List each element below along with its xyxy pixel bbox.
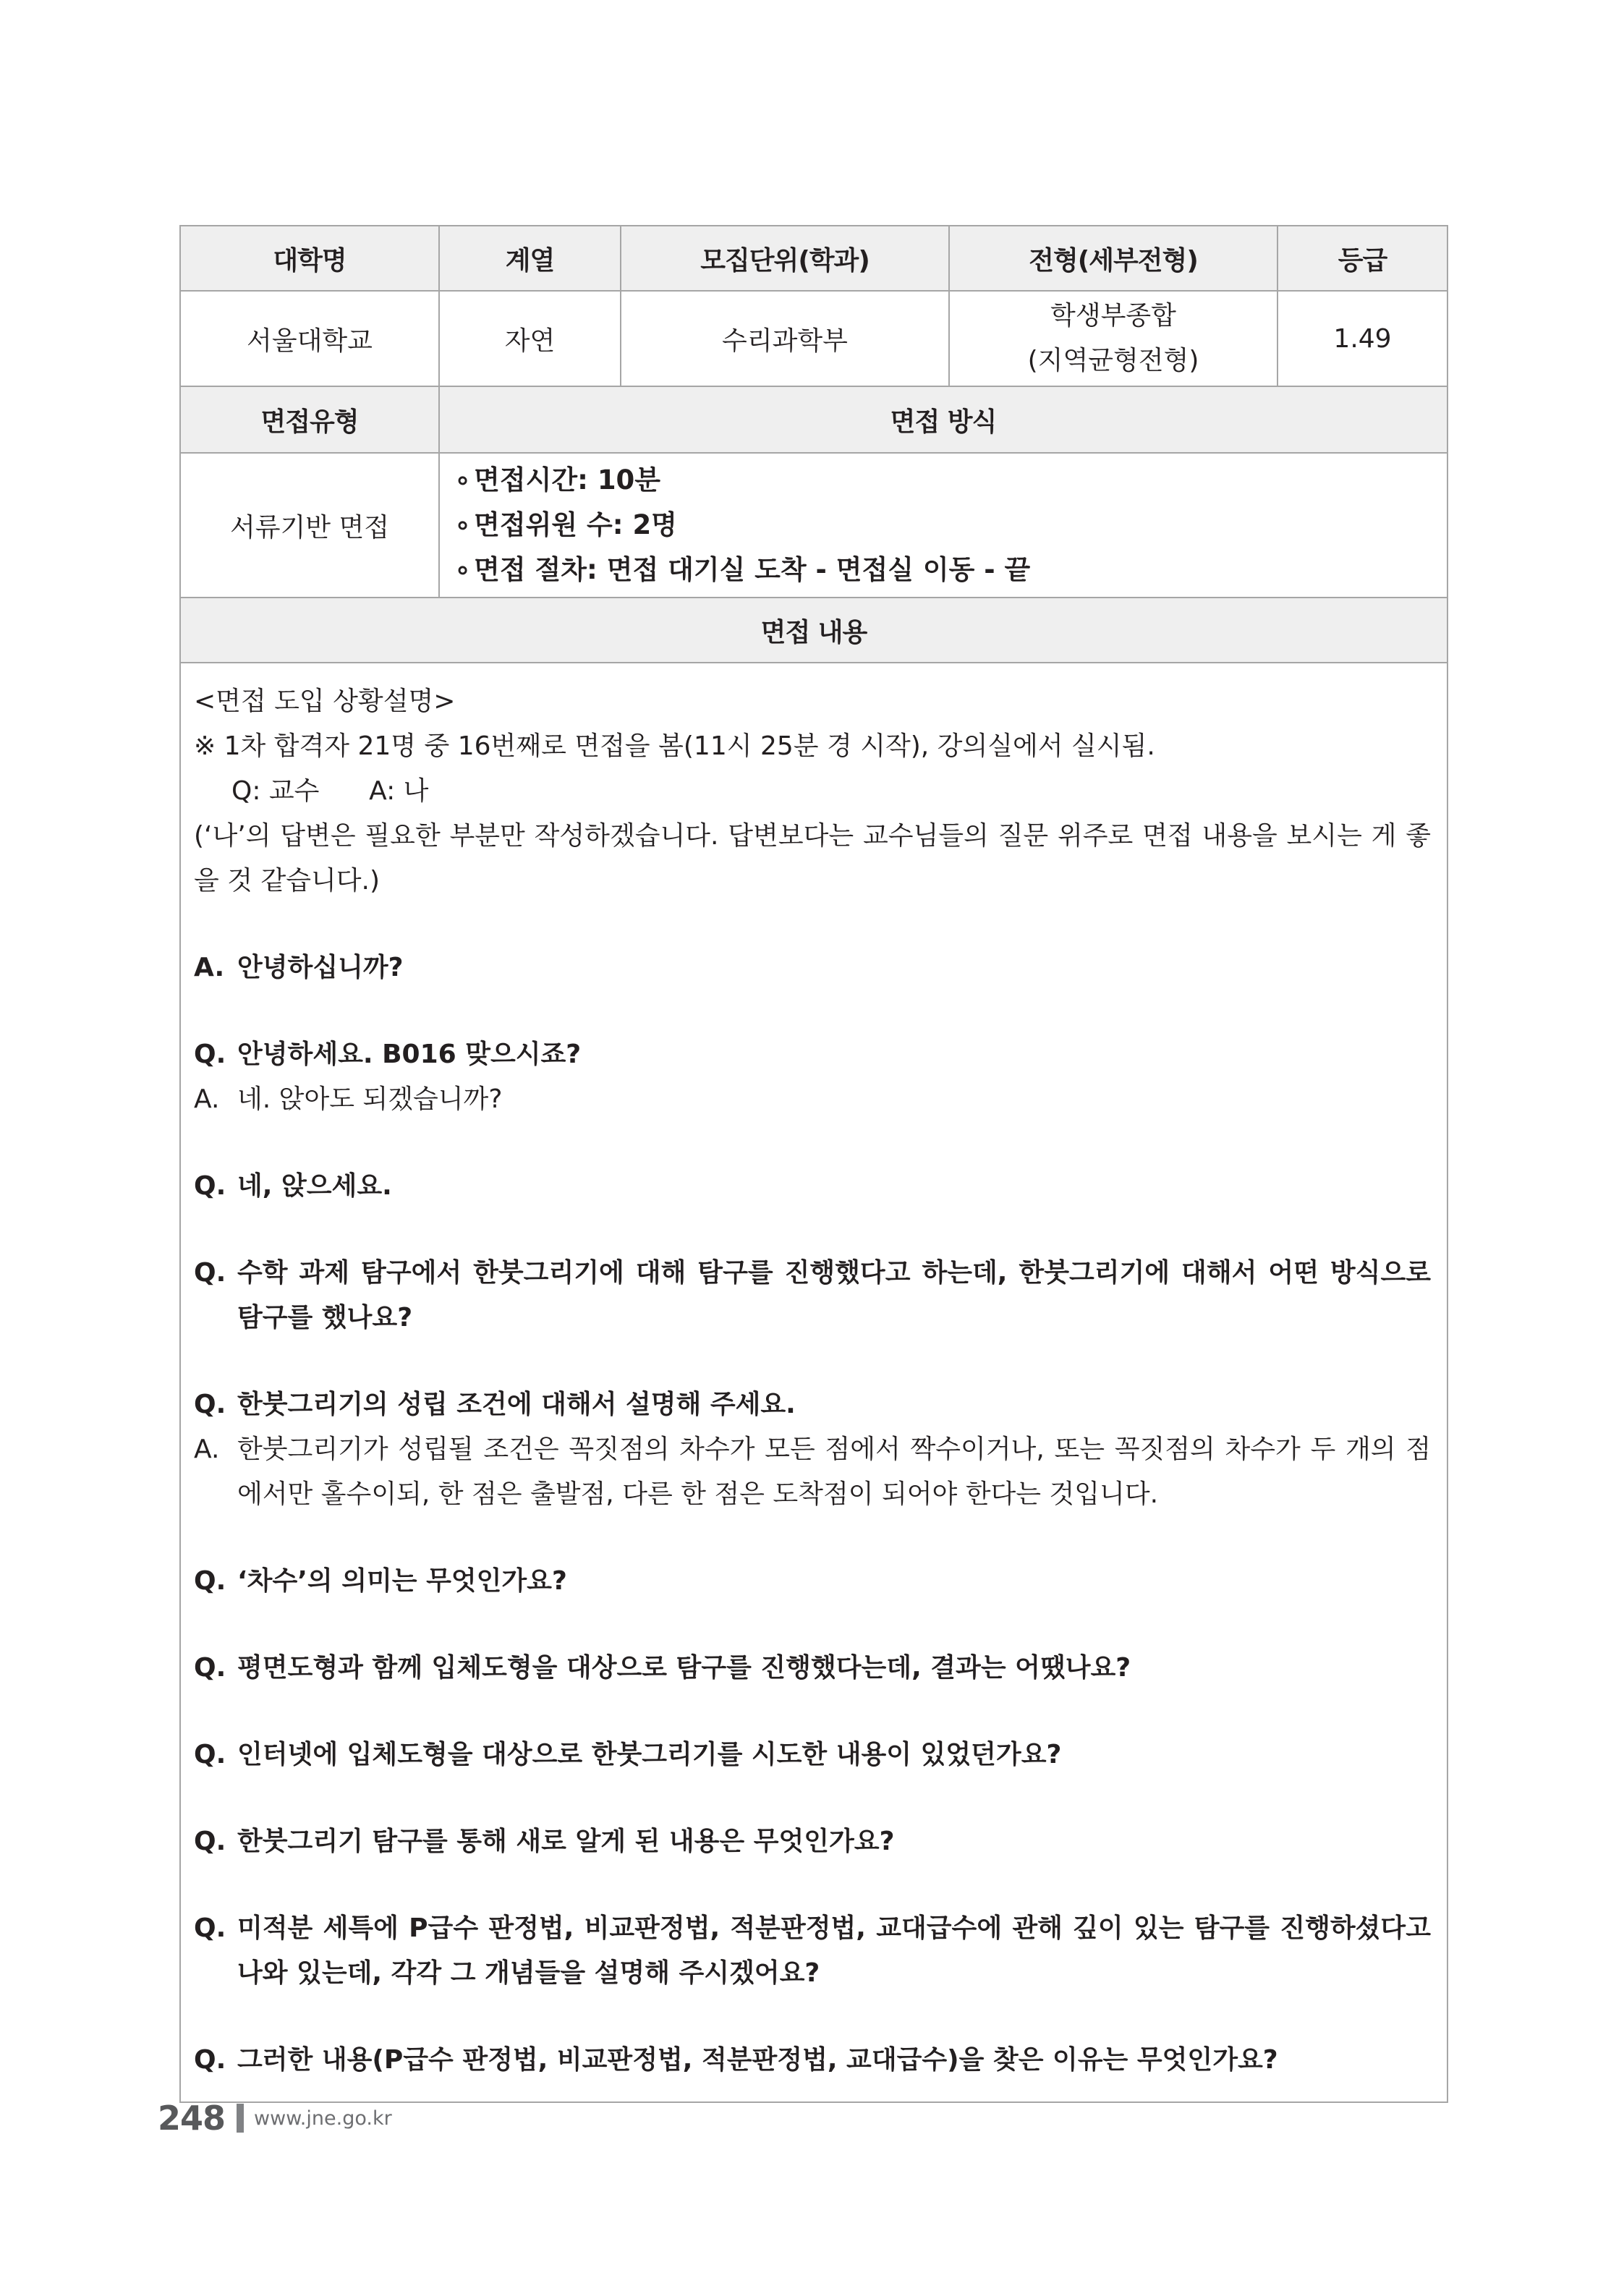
qa-gap <box>194 1209 1431 1251</box>
qa-list <box>194 904 1431 2083</box>
answer-item <box>194 945 1431 990</box>
header-interview-content: 면접 내용 <box>180 598 1447 663</box>
qa-text: 한붓그리기의 성립 조건에 대해서 설명해 주세요. <box>237 1390 796 1419</box>
method-item-time: ∘ 면접시간: 10분 <box>454 458 1447 503</box>
qa-gap <box>194 1122 1431 1164</box>
qa-gap <box>194 1340 1431 1382</box>
qa-text: 미적분 세특에 P급수 판정법, 비교판정법, 적분판정법, 교대급수에 관해 깊이 있는 탐구를 진행하셨다고 나와 있는데, 각각 그 개념들을 설명해 주시겠어요? <box>237 1913 1431 1988</box>
qa-gap <box>194 990 1431 1032</box>
answer-item <box>194 1077 1431 1122</box>
qa-prefix: Q. <box>194 1827 226 1856</box>
header-row-1 <box>180 226 1447 291</box>
qa-prefix: Q. <box>194 1390 226 1419</box>
qa-gap <box>194 1864 1431 1906</box>
qa-prefix: Q. <box>194 1740 226 1769</box>
method-item-procedure: ∘ 면접 절차: 면접 대기실 도착 - 면접실 이동 - 끝 <box>454 548 1447 592</box>
admission-line-1: 학생부종합 <box>1050 301 1176 331</box>
data-row-2 <box>180 453 1447 598</box>
qa-text: ‘차수’의 의미는 무엇인가요? <box>237 1566 567 1596</box>
qa-text: 평면도형과 함께 입체도형을 대상으로 탐구를 진행했다는데, 결과는 어땠나요? <box>237 1653 1131 1683</box>
qa-text: 인터넷에 입체도형을 대상으로 한붓그리기를 시도한 내용이 있었던가요? <box>237 1740 1062 1769</box>
qa-prefix: Q. <box>194 2045 226 2075</box>
qa-prefix: Q. <box>194 1258 226 1288</box>
qa-text: 한붓그리기가 성립될 조건은 꼭짓점의 차수가 모든 점에서 짝수이거나, 또는 꼭짓점의 차수가 두 개의 점에서만 홀수이되, 한 점은 출발점, 다른 한 점은 도착점이 되어야 한다는 것입니다. <box>237 1435 1431 1509</box>
qa-text: 네. 앉아도 되겠습니까? <box>237 1084 503 1114</box>
question-item <box>194 1819 1431 1864</box>
intro-note: ※ 1차 합격자 21명 중 16번째로 면접을 봄(11시 25분 경 시작), 강의실에서 실시됨. <box>194 731 1155 761</box>
question-item <box>194 1251 1431 1340</box>
header-department: 모집단위(학과) <box>621 226 949 291</box>
question-item <box>194 1906 1431 1996</box>
page-footer <box>158 2096 392 2140</box>
interview-table <box>179 225 1448 2103</box>
question-item <box>194 1032 1431 1077</box>
question-item <box>194 1559 1431 1604</box>
header-grade: 등급 <box>1277 226 1447 291</box>
interview-content <box>180 663 1447 2102</box>
question-item <box>194 1733 1431 1777</box>
qa-text: 안녕하세요. B016 맞으시죠? <box>237 1040 582 1069</box>
header-interview-method: 면접 방식 <box>439 386 1447 453</box>
intro-title: <면접 도입 상황설명> <box>194 687 456 716</box>
department-value: 수리과학부 <box>621 291 949 386</box>
qa-prefix: Q. <box>194 1653 226 1683</box>
question-item <box>194 1382 1431 1427</box>
interview-type-value: 서류기반 면접 <box>180 453 439 598</box>
qa-gap <box>194 904 1431 945</box>
question-item <box>194 1164 1431 1209</box>
content-row <box>180 663 1447 2102</box>
header-row-2 <box>180 386 1447 453</box>
header-row-3 <box>180 598 1447 663</box>
answer-item <box>194 1427 1431 1517</box>
question-item <box>194 1646 1431 1691</box>
qa-gap <box>194 1996 1431 2038</box>
qa-prefix: A. <box>194 1084 220 1114</box>
footer-divider <box>237 2104 244 2133</box>
header-interview-type: 면접유형 <box>180 386 439 453</box>
grade-value: 1.49 <box>1277 291 1447 386</box>
qa-text: 한붓그리기 탐구를 통해 새로 알게 된 내용은 무엇인가요? <box>237 1827 895 1856</box>
header-admission: 전형(세부전형) <box>949 226 1277 291</box>
university-value: 서울대학교 <box>180 291 439 386</box>
data-row-1 <box>180 291 1447 386</box>
qa-gap <box>194 1691 1431 1733</box>
intro-comment: (‘나’의 답변은 필요한 부분만 작성하겠습니다. 답변보다는 교수님들의 질문 위주로 면접 내용을 보시는 게 좋을 것 같습니다.) <box>194 821 1431 896</box>
intro-legend: Q: 교수 A: 나 <box>231 776 429 806</box>
qa-text: 안녕하십니까? <box>237 953 404 982</box>
qa-prefix: A. <box>194 1435 220 1464</box>
method-item-interviewers: ∘ 면접위원 수: 2명 <box>454 503 1447 548</box>
header-university: 대학명 <box>180 226 439 291</box>
header-field: 계열 <box>439 226 621 291</box>
admission-value <box>949 291 1277 386</box>
qa-prefix: Q. <box>194 1040 226 1069</box>
question-item <box>194 2038 1431 2083</box>
qa-gap <box>194 1777 1431 1819</box>
qa-text: 수학 과제 탐구에서 한붓그리기에 대해 탐구를 진행했다고 하는데, 한붓그리기에 대해서 어떤 방식으로 탐구를 했나요? <box>237 1258 1431 1333</box>
page-number: 248 <box>158 2099 226 2138</box>
qa-prefix: Q. <box>194 1913 226 1943</box>
interview-method-list <box>439 453 1447 598</box>
footer-url: www.jne.go.kr <box>254 2107 392 2130</box>
qa-gap <box>194 1517 1431 1559</box>
qa-gap <box>194 1604 1431 1646</box>
field-value: 자연 <box>439 291 621 386</box>
qa-prefix: Q. <box>194 1171 226 1201</box>
admission-line-2: (지역균형전형) <box>1027 346 1199 375</box>
qa-prefix: A. <box>194 953 225 982</box>
qa-text: 네, 앉으세요. <box>237 1171 392 1201</box>
qa-text: 그러한 내용(P급수 판정법, 비교판정법, 적분판정법, 교대급수)을 찾은 이유는 무엇인가요? <box>237 2045 1278 2075</box>
qa-prefix: Q. <box>194 1566 226 1596</box>
